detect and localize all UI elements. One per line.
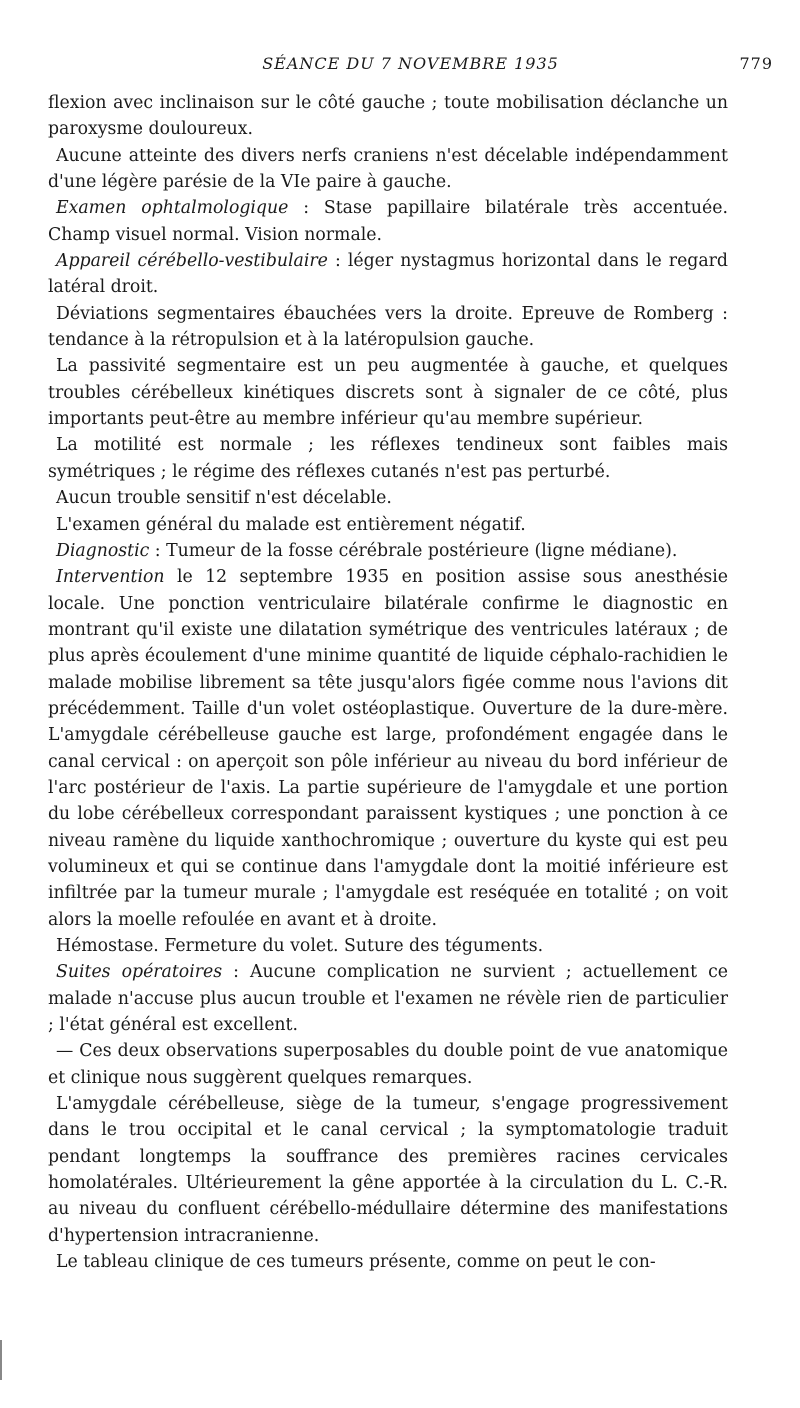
paragraph-text: : Tumeur de la fosse cérébrale postérieure (ligne médiane).	[149, 540, 678, 561]
paragraph: L'amygdale cérébelleuse, siège de la tumeur, s'engage progressivement dans le trou occipital et le canal cervical ; la symptomatologie traduit pendant longtemps la souffrance des premières racines cervicales homolatérales. Ultérieurement la gêne apportée à la circulation du L. C.-R. au niveau du confluent cérébello-médullaire détermine des manifestations d'hypertension intracranienne.	[48, 1094, 728, 1246]
paragraph-text: : léger nystagmus horizontal dans le regard latéral droit.	[48, 251, 728, 298]
paragraph: La motilité est normale ; les réflexes tendineux sont faibles mais symétriques ; le régime des réflexes cutanés n'est pas perturbé.	[48, 435, 728, 482]
paragraph: Le tableau clinique de ces tumeurs présente, comme on peut le con-	[56, 1252, 656, 1273]
italic-lead: Examen ophtalmologique	[56, 198, 289, 219]
paragraph-text: : Aucune complication ne survient ; actuellement ce malade n'accuse plus aucun trouble et l'examen ne révèle rien de particulier ; l'état général est excellent.	[48, 962, 728, 1036]
italic-lead: Diagnostic	[56, 540, 150, 561]
paragraph	[48, 564, 728, 933]
italic-lead: Suites opératoires	[56, 962, 223, 983]
paragraph: flexion avec inclinaison sur le côté gauche ; toute mobilisation déclanche un paroxysme douloureux.	[48, 93, 728, 140]
paragraph: Aucun trouble sensitif n'est décelable.	[56, 488, 392, 509]
paragraph: Déviations segmentaires ébauchées vers la droite. Epreuve de Romberg : tendance à la rétropulsion et à la latéropulsion gauche.	[48, 303, 728, 351]
italic-lead: Appareil cérébello-vestibulaire	[56, 251, 328, 272]
body-text	[48, 90, 728, 1275]
paragraph	[48, 538, 728, 564]
paragraph: — Ces deux observations superposables du double point de vue anatomique et clinique nous suggèrent quelques remarques.	[48, 1041, 728, 1088]
paragraph: Hémostase. Fermeture du volet. Suture des téguments.	[56, 936, 544, 956]
paragraph	[48, 195, 728, 248]
paragraph: L'examen général du malade est entièrement négatif.	[56, 514, 526, 535]
paragraph	[48, 959, 728, 1038]
page-header	[48, 54, 773, 78]
paragraph: Aucune atteinte des divers nerfs craniens n'est décelable indépendamment d'une légère parésie de la VIe paire à gauche.	[48, 145, 728, 193]
paragraph-text: le 12 septembre 1935 en position assise sous anesthésie locale. Une ponction ventriculaire bilatérale confirme le diagnostic en montrant qu'il existe une dilatation symétrique des ventricules latéraux ; de plus après écoulement d'une minime quantité de liquide céphalo-rachidien le malade mobilise librement sa tête jusqu'alors figée comme nous l'avions dit précédemment. Taille d'un volet ostéoplastique. Ouverture de la dure-mère. L'amygdale cérébelleuse gauche est large, profondément engagée dans le canal cervical : on aperçoit son pôle inférieur au niveau du bord inférieur de l'arc postérieur de l'axis. La partie supérieure de l'amygdale et une portion du lobe cérébelleux correspondant paraissent kystiques ; une ponction à ce niveau ramène du liquide xanthochromique ; ouverture du kyste qui est peu volumineux et qui se continue dans l'amygdale dont la moitié inférieure est infiltrée par la tumeur murale ; l'amygdale est reséquée en totalité ; on voit alors la moelle refoulée en avant et à droite.	[48, 567, 728, 930]
italic-lead: Intervention	[56, 567, 165, 588]
paragraph	[48, 248, 728, 301]
paragraph: La passivité segmentaire est un peu augmentée à gauche, et quelques troubles cérébelleux kinétiques discrets sont à signaler de ce côté, plus importants peut-être au membre inférieur qu'au membre supérieur.	[48, 356, 728, 430]
page-edge-mark	[0, 1340, 2, 1380]
paragraph-text: : Stase papillaire bilatérale très accentuée. Champ visuel normal. Vision normale.	[48, 198, 728, 245]
running-head: SÉANCE DU 7 NOVEMBRE 1935	[262, 54, 559, 73]
page-number: 779	[739, 54, 773, 73]
